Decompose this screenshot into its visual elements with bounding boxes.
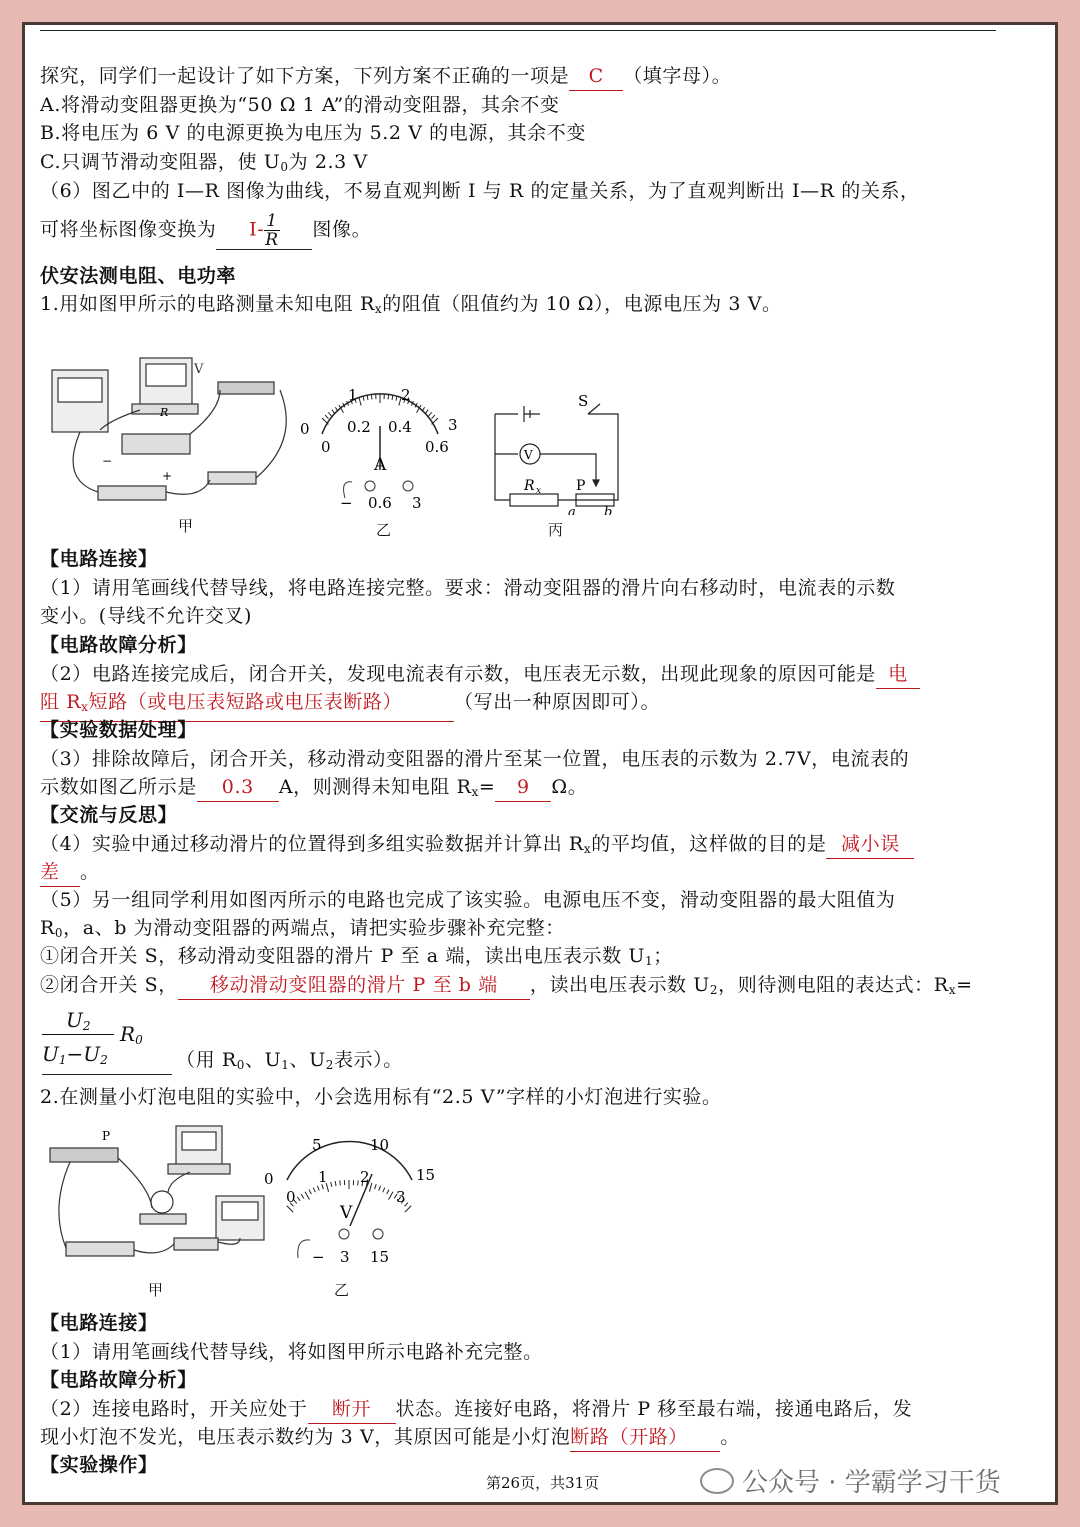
q6-fraction bbox=[264, 212, 279, 249]
switch2 bbox=[174, 1238, 218, 1250]
fd-b-sub: 2 bbox=[100, 1053, 108, 1067]
p1-q4-answer-b: 差 bbox=[40, 858, 80, 887]
dial-tick bbox=[301, 1194, 304, 1198]
amm-top-zero: 0 bbox=[300, 420, 310, 438]
step2-eq: = bbox=[956, 974, 973, 996]
amm-bot-0: 0 bbox=[321, 438, 331, 456]
battery-plus: + bbox=[162, 469, 173, 483]
dial-tick bbox=[428, 412, 431, 416]
figure-2 bbox=[40, 1118, 460, 1278]
fd-b: −U bbox=[66, 1042, 101, 1066]
formula-r0 bbox=[120, 1020, 143, 1054]
step2-sub: 2 bbox=[709, 983, 719, 997]
watermark bbox=[700, 1462, 1001, 1499]
ammeter-dial bbox=[58, 378, 102, 402]
p1-q1-line2: 变小。(导线不允许交叉) bbox=[40, 605, 253, 627]
q5-text-post: （填字母）。 bbox=[623, 65, 732, 87]
terminal-1 bbox=[365, 481, 375, 491]
dial-tick bbox=[332, 410, 335, 414]
volt-bot-0: 0 bbox=[286, 1188, 296, 1206]
ammeter-letter: A bbox=[374, 455, 387, 475]
dial-tick bbox=[388, 394, 389, 399]
dial-tick bbox=[425, 410, 428, 414]
q5l2-sub: 0 bbox=[54, 926, 64, 940]
step1-sub: 1 bbox=[644, 954, 654, 968]
p2-q2-answer-1: 断开 bbox=[308, 1395, 396, 1424]
fn-u: U bbox=[66, 1008, 83, 1032]
switch bbox=[208, 472, 256, 484]
q6-post: 图像。 bbox=[312, 218, 372, 241]
dial-tick bbox=[313, 1188, 315, 1193]
q6-den: R bbox=[265, 230, 279, 250]
q3-mid: A，则测得未知电阻 R bbox=[278, 776, 472, 798]
heading-operation: 【实验操作】 bbox=[40, 1454, 158, 1476]
dial-tick bbox=[309, 1190, 311, 1194]
rheostat bbox=[50, 1148, 118, 1162]
opt-c-text: C.只调节滑动变阻器，使 U bbox=[40, 151, 281, 173]
p1-q2-answer-a: 电 bbox=[876, 660, 920, 689]
q6-line2 bbox=[40, 212, 371, 250]
step2-mid: ，读出电压表示数 U bbox=[529, 974, 710, 996]
p1-q4-line2 bbox=[40, 858, 100, 887]
step1-post: ； bbox=[653, 945, 673, 967]
top-rule bbox=[40, 30, 996, 31]
battery2 bbox=[66, 1242, 134, 1256]
heading-reflect: 【交流与反思】 bbox=[40, 804, 178, 826]
p2-line: 2.在测量小灯泡电阻的实验中，小会选用标有“2.5 V”字样的小灯泡进行实验。 bbox=[40, 1086, 722, 1108]
volt-term-15: 15 bbox=[370, 1248, 390, 1266]
q6-line1: （6）图乙中的 I—R 图像为曲线，不易直观判断 I 与 R 的定量关系，为了直观判断出 I—R 的关系， bbox=[40, 180, 920, 202]
formula-note bbox=[176, 1046, 403, 1079]
p1-q3-answer-2: 9 bbox=[495, 773, 551, 802]
circuit-s: S bbox=[578, 392, 589, 410]
volt-bot-3: 3 bbox=[396, 1188, 406, 1206]
v-terminal-2 bbox=[373, 1229, 383, 1239]
bulb bbox=[151, 1191, 173, 1213]
p1-q2-pre: （2）电路连接完成后，闭合开关，发现电流表有示数，电压表无示数，出现此现象的原因可能是 bbox=[40, 663, 876, 685]
step1-pre: ①闭合开关 S，移动滑动变阻器的滑片 P 至 a 端，读出电压表示数 U bbox=[40, 945, 645, 967]
p1-q5-step2 bbox=[40, 971, 973, 1004]
fig1-caption-c: 丙 bbox=[548, 521, 564, 539]
dial-tick bbox=[358, 1180, 359, 1185]
rheostat-p: P bbox=[102, 1129, 111, 1143]
section-title: 伏安法测电阻、电功率 bbox=[40, 265, 237, 287]
heading-fault-2: 【电路故障分析】 bbox=[40, 1369, 197, 1391]
ans-b-sub: x bbox=[81, 700, 89, 714]
q3-post: Ω。 bbox=[551, 776, 588, 798]
voltmeter-dial bbox=[146, 364, 186, 386]
fn-s3: 2 bbox=[325, 1058, 334, 1072]
q6-num: 1 bbox=[266, 211, 278, 231]
q5-line bbox=[40, 62, 731, 91]
q5l2-pre: R bbox=[40, 917, 55, 939]
battery bbox=[98, 486, 166, 500]
fig2-caption-a: 甲 bbox=[148, 1281, 164, 1299]
volt-bot-2: 2 bbox=[360, 1168, 370, 1186]
p2q2l2-post: 。 bbox=[720, 1426, 740, 1448]
step2-post: ，则待测电阻的表达式：R bbox=[718, 974, 949, 996]
fn-m2: 、U bbox=[289, 1049, 326, 1071]
circuit-v: V bbox=[524, 448, 533, 462]
p2-q2-line1 bbox=[40, 1395, 912, 1424]
q3-pre: 示数如图乙所示是 bbox=[40, 776, 197, 798]
q4-sub: x bbox=[583, 842, 592, 856]
rheostat-coil bbox=[218, 382, 274, 394]
amm-bot-02: 0.2 bbox=[347, 418, 371, 436]
q6-answer bbox=[216, 212, 312, 250]
amm-term-neg: − bbox=[340, 494, 353, 512]
terminal-2 bbox=[403, 481, 413, 491]
amm-term-3: 3 bbox=[412, 494, 422, 512]
amm-top-3: 3 bbox=[448, 416, 458, 434]
circuit-diagram bbox=[495, 404, 618, 506]
q4-pre: （4）实验中通过移动滑片的位置得到多组实验数据并计算出 R bbox=[40, 833, 584, 855]
dial-tick bbox=[305, 1192, 310, 1200]
q3-eq: = bbox=[478, 776, 496, 798]
amm-bot-06: 0.6 bbox=[425, 438, 449, 456]
dial-tick bbox=[317, 1186, 319, 1191]
figure-1 bbox=[40, 330, 640, 515]
fd-a: U bbox=[42, 1042, 59, 1066]
amm-top-2: 2 bbox=[401, 386, 411, 404]
p1-pre: 1.用如图甲所示的电路测量未知电阻 R bbox=[40, 293, 375, 315]
q5l2-post: ，a、b 为滑动变阻器的两端点，请把实验步骤补充完整： bbox=[63, 917, 565, 939]
battery-minus: − bbox=[102, 454, 113, 468]
volt-top-10: 10 bbox=[370, 1136, 390, 1154]
dial-tick bbox=[389, 1192, 394, 1200]
p2q2-post: 状态。连接好电路，将滑片 P 移至最右端，接通电路后，发 bbox=[395, 1398, 913, 1420]
fig1-caption-b: 乙 bbox=[376, 521, 392, 539]
dial-tick bbox=[383, 1188, 385, 1193]
fig2-apparatus bbox=[50, 1126, 264, 1256]
volt-term-neg: − bbox=[312, 1248, 325, 1266]
dial-tick bbox=[322, 418, 328, 424]
formula-denominator bbox=[42, 1040, 108, 1074]
opt-c-post: 为 2.3 V bbox=[288, 151, 368, 173]
dial-tick bbox=[359, 397, 361, 406]
fn-m1: 、U bbox=[245, 1049, 282, 1071]
volt-top-15: 15 bbox=[416, 1166, 436, 1184]
resistor-base bbox=[122, 434, 190, 454]
step2-pre: ②闭合开关 S， bbox=[40, 974, 178, 996]
rx-label: R bbox=[160, 406, 169, 419]
circuit-b: b bbox=[604, 505, 613, 515]
dial-tick bbox=[432, 418, 438, 424]
fn-note: （用 R bbox=[176, 1049, 237, 1071]
dial-tick bbox=[297, 1197, 300, 1201]
amm-top-1: 1 bbox=[348, 386, 358, 404]
volt-top-zero: 0 bbox=[264, 1170, 274, 1188]
ans-b-pre: 阻 R bbox=[40, 691, 82, 713]
q3-sub: x bbox=[471, 785, 479, 799]
p2-q2-line2 bbox=[40, 1423, 740, 1452]
fr-sub: 0 bbox=[135, 1033, 143, 1047]
dial-tick bbox=[331, 1182, 332, 1187]
p2-q1: （1）请用笔画线代替导线，将如图甲所示电路补充完整。 bbox=[40, 1341, 543, 1363]
p1-line bbox=[40, 290, 782, 323]
q6-ans-a: I- bbox=[249, 218, 265, 241]
p1-q1-line1: （1）请用笔画线代替导线，将电路连接完整。要求：滑动变阻器的滑片向右移动时，电流表的示数 bbox=[40, 577, 896, 599]
p1-q2-post: （写出一种原因即可）。 bbox=[454, 691, 661, 713]
dial-tick bbox=[340, 1180, 341, 1185]
p1-sub: x bbox=[374, 302, 383, 316]
dial-tick bbox=[371, 394, 372, 399]
p1-q3-answer-1: 0.3 bbox=[197, 773, 279, 802]
heading-connect: 【电路连接】 bbox=[40, 548, 158, 570]
dial-tick bbox=[328, 412, 331, 416]
formula-bar bbox=[42, 1034, 114, 1035]
wechat-icon bbox=[700, 1468, 734, 1494]
volt-term-3: 3 bbox=[340, 1248, 350, 1266]
p2q2l2-pre: 现小灯泡不发光，电压表示数约为 3 V，其原因可能是小灯泡 bbox=[40, 1426, 571, 1448]
heading-connect-2: 【电路连接】 bbox=[40, 1312, 158, 1334]
q4-post: 。 bbox=[80, 861, 100, 883]
p1-q5-step2-answer: 移动滑动变阻器的滑片 P 至 b 端 bbox=[178, 971, 530, 1000]
q5-text: 探究，同学们一起设计了如下方案，下列方案不正确的一项是 bbox=[40, 65, 570, 87]
circuit-rx-sub: x bbox=[536, 486, 542, 496]
voltmeter-letter: V bbox=[340, 1203, 353, 1223]
fn-sub: 2 bbox=[82, 1019, 91, 1033]
dial-tick bbox=[375, 1184, 377, 1189]
dial-tick bbox=[335, 1181, 336, 1186]
p1-post: 的阻值（阻值约为 10 Ω），电源电压为 3 V。 bbox=[382, 293, 782, 315]
step2-sub2: x bbox=[948, 983, 957, 997]
p1-q4-answer-a: 减小误 bbox=[826, 830, 914, 859]
page-footer: 第26页，共31页 bbox=[486, 1474, 600, 1492]
ans-b-post: 短路（或电压表短路或电压表断路） bbox=[88, 691, 403, 713]
dial-tick bbox=[379, 1186, 381, 1191]
q5-option-a: A.将滑动变阻器更换为“50 Ω 1 A”的滑动变阻器，其余不变 bbox=[40, 94, 560, 116]
dial-tick bbox=[369, 1183, 371, 1192]
v-terminal-1 bbox=[339, 1229, 349, 1239]
dial-tick bbox=[287, 1206, 293, 1212]
fig1-caption-a: 甲 bbox=[178, 517, 194, 535]
dial-tick bbox=[325, 415, 328, 419]
fn-s1: 0 bbox=[236, 1058, 245, 1072]
v-terminal-wire bbox=[298, 1240, 310, 1258]
q5-option-b: B.将电压为 6 V 的电源更换为电压为 5.2 V 的电源，其余不变 bbox=[40, 122, 586, 144]
p1-q3-line1: （3）排除故障后，闭合开关，移动滑动变阻器的滑片至某一位置，电压表的示数为 2.7V，电流表的 bbox=[40, 748, 910, 770]
dial-tick bbox=[405, 1206, 411, 1212]
volt-top-5: 5 bbox=[312, 1136, 322, 1154]
p2q2-pre: （2）连接电路时，开关应处于 bbox=[40, 1398, 308, 1420]
fig2-caption-b: 乙 bbox=[334, 1281, 350, 1299]
rx-formula bbox=[42, 1004, 172, 1075]
dial-tick bbox=[387, 1190, 389, 1194]
p1-q4-line1 bbox=[40, 830, 914, 863]
p2-q2-answer-2: 断路（开路） bbox=[570, 1423, 720, 1452]
fd-a-sub: 1 bbox=[58, 1053, 67, 1067]
volt-bot-1: 1 bbox=[318, 1168, 328, 1186]
amm-term-06: 0.6 bbox=[368, 494, 392, 512]
q6-pre: 可将坐标图像变换为 bbox=[40, 218, 217, 241]
fn-end: 表示）。 bbox=[333, 1049, 403, 1071]
heading-data: 【实验数据处理】 bbox=[40, 719, 197, 741]
v-glyph: V bbox=[194, 362, 204, 377]
circuit-rx: R bbox=[524, 478, 535, 494]
amm-bot-04: 0.4 bbox=[388, 418, 412, 436]
q5-answer: C bbox=[569, 62, 623, 91]
fr-r: R bbox=[120, 1022, 136, 1046]
q4-mid: 的平均值，这样做的目的是 bbox=[591, 833, 827, 855]
circuit-a: a bbox=[568, 505, 576, 515]
circuit-p: P bbox=[576, 478, 586, 494]
watermark-text: 公众号 · 学霸学习干货 bbox=[742, 1468, 1001, 1498]
opt-c-sub: 0 bbox=[280, 160, 289, 174]
p1-q2-line1 bbox=[40, 660, 920, 689]
dial-tick bbox=[432, 415, 435, 419]
heading-fault: 【电路故障分析】 bbox=[40, 634, 197, 656]
fn-s2: 1 bbox=[281, 1058, 290, 1072]
p1-q5-line1: （5）另一组同学利用如图丙所示的电路也完成了该实验。电源电压不变，滑动变阻器的最大阻值为 bbox=[40, 889, 896, 911]
